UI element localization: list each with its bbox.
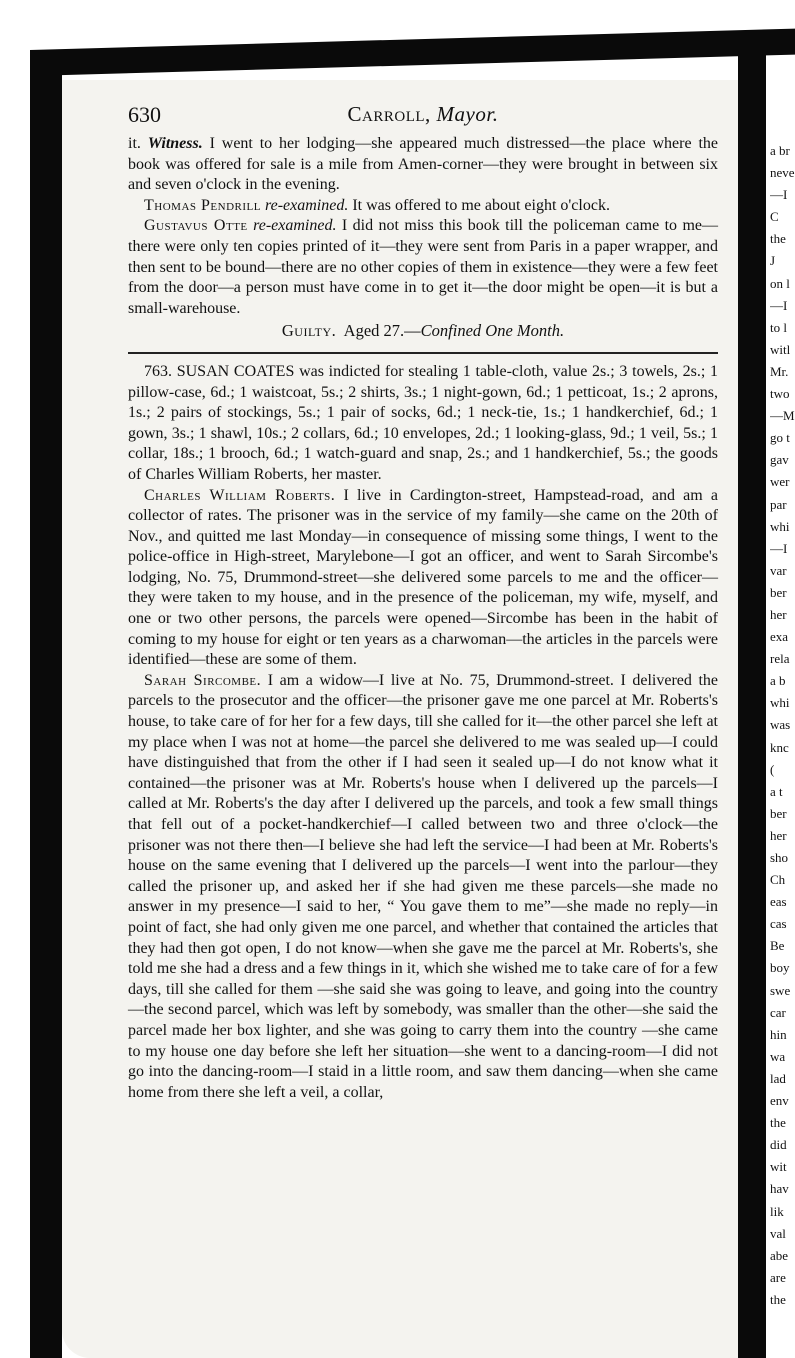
testimony-text: I did not miss this book till the policeman came to me—there were only ten copies printed of it—they were sent from Paris in a paper wrapper, and then sent to be bound—there are no other copies of them in existence—they were a few feet from the door—a person must have come in to get it—the door might be open—it is but a small-warehouse. (128, 217, 719, 317)
facing-page-fragment: wa (770, 1048, 786, 1064)
verdict-age: Aged 27.— (343, 321, 421, 341)
speaker-name: Sarah Sircombe. (144, 671, 262, 689)
facing-page-fragment: two (770, 386, 790, 402)
testimony-text: I am a widow—I live at No. 75, Drummond-street. I delivered the parcels to the prosecutor and the officer—the prisoner gave me one parcel at Mr. Roberts's house, to take care of for her for a few days, till she called for it—the other parcel she left at my place when I was not at home—the parcel she delivered to me was sealed up—I could have distinguished that from the other if I had seen it sealed up—I do not know what it contained—the prisoner was at Mr. Roberts's house when I delivered up the parcels—I called at Mr. Roberts's the day after I delivered up the parcels, and took a few small things that fell out of a pocket-handkerchief—I called between two and three o'clock—the prisoner was not there then—I believe she had left the service—I had been at Mr. Roberts's house on the same evening that I delivered up the parcels—I went into the parlour—they called the prisoner up, and asked her if she had given me these parcels—she made no answer in my presence—I said to her, “ You gave them to me”—she made no reply—in point of fact, she had only given me one parcel, and whether that contained the articles that they had then got open, I do not know—when she gave me the parcel at Mr. Roberts's, she told me she had a dress and a few things in it, which she wished me to take care of for a few days, till she called for them —she said she was going to leave, and going into the country—the second parcel, which was left by somebody, was smaller than the other—she said the parcel made her box lighter, and she was going to carry them into the country —she came to my house one day before she left her situation—she went to a dancing-room—I did not go into the dancing-room—I staid in a little room, and saw them dancing—when she came home from there she left a veil, a collar, (128, 671, 718, 1101)
facing-page-fragment: par (770, 496, 787, 512)
facing-page-fragment: car (770, 1004, 786, 1020)
facing-page-fragment: a br (770, 143, 790, 158)
reexamination-pendrill (128, 196, 718, 217)
facing-page-fragment: lad (770, 1070, 786, 1086)
section-divider (128, 352, 718, 354)
verdict-line (128, 321, 718, 342)
running-title (128, 102, 718, 127)
facing-page-fragment: eas (770, 894, 787, 910)
running-title-office: Mayor. (436, 102, 499, 126)
facing-page-fragment: —I (770, 187, 788, 203)
facing-page-fragment: the (770, 1291, 786, 1307)
facing-page-fragment: go t (770, 430, 790, 446)
indictment-paragraph: 763. SUSAN COATES was indicted for stealing 1 table-cloth, value 2s.; 3 towels, 2s.; 1 pillow-case, 6d.; 1 waistcoat, 5s.; 2 shirts, 3s.; 1 night-gown, 6d.; 1 petticoat, 1s.; 2 aprons, 1s.; 2 pairs of stockings, 5s.; 1 pair of socks, 6d.; 1 neck-tie, 1s.; 1 handkerchief, 6d.; 1 gown, 3s.; 1 shawl, 10s.; 2 collars, 6d.; 10 envelopes, 2d.; 1 looking-glass, 9d.; 1 veil, 5s.; 1 collar, 18s.; 1 brooch, 6d.; 1 watch-guard and snap, 2s.; and 1 handkerchief, 5s.; the goods of Charles William Roberts, her master. (128, 362, 718, 483)
facing-page-fragment: env (770, 1093, 789, 1109)
book-page (62, 80, 738, 1358)
facing-page-fragment: ber (770, 805, 787, 821)
facing-page-fragment: the (770, 231, 786, 247)
verdict-guilty: Guilty. (281, 321, 337, 341)
facing-page-fragment: —I (770, 540, 788, 556)
speaker-role: re-examined. (253, 217, 337, 235)
facing-page-fragment: neve (770, 165, 795, 181)
facing-page-fragments (770, 140, 795, 1311)
facing-page-fragment: are (770, 1269, 786, 1285)
facing-page-fragment: was (770, 717, 791, 733)
running-head (128, 98, 718, 134)
facing-page-fragment: lik (770, 1203, 784, 1219)
reexamination-otte (128, 216, 718, 319)
speaker-name: Gustavus Otte (144, 217, 248, 235)
facing-page-fragment: gav (770, 452, 789, 468)
facing-page-fragment: —I (770, 297, 788, 313)
facing-page-fragment: Mr. (770, 363, 789, 379)
facing-page-fragment: whi (770, 518, 790, 534)
running-title-name: Carroll, (347, 102, 431, 126)
facing-page-fragment: hav (770, 1181, 789, 1197)
lead-word: it. (128, 135, 141, 152)
testimony-text: I live in Cardington-street, Hampstead-road, and am a collector of rates. The prisoner was in the service of my family—she came on the 20th of Nov., and quitted me last Monday—in consequence of missing some things, I went to the police-office in High-street, Marylebone—I got an officer, and went to Sarah Sircombe's lodging, No. 75, Drummond-street—she delivered some parcels to me and the officer—they were taken to my house, and in the presence of the policeman, my wife, myself, and one or two other persons, the parcels were opened—Sircombe has been in the habit of coming to my house for eight or ten years as a charwoman—the articles in the parcels were identified—these are some of them. (128, 486, 718, 669)
facing-page-fragment: cas (770, 916, 787, 932)
facing-page-fragment: on l (770, 275, 790, 291)
witness-text: I went to her lodging—she appeared much distressed—the place where the book was offered for sale is a mile from Amen-corner—they were brought in between six and seven o'clock in the evening. (128, 135, 718, 194)
speaker-role: re-examined. (264, 196, 349, 214)
facing-page-fragment: exa (770, 629, 789, 645)
facing-page-fragment: C (770, 209, 779, 225)
facing-page-fragment: Ch (770, 872, 786, 888)
facing-page-fragment: sho (770, 850, 789, 865)
facing-page-fragment: J (770, 253, 776, 269)
witness-paragraph (128, 134, 718, 196)
facing-page-fragment: a t (770, 783, 783, 799)
page-content (128, 98, 718, 1103)
facing-page-fragment: ( (770, 761, 775, 777)
facing-page-fragment: ber (770, 584, 787, 600)
verdict-sentence: Confined One Month. (420, 321, 565, 341)
book-gutter (738, 40, 766, 1358)
facing-page-fragment: did (770, 1137, 787, 1153)
facing-page-fragment: a b (770, 673, 786, 689)
testimony-roberts (128, 486, 718, 671)
facing-page-fragment: boy (770, 960, 790, 976)
facing-page-fragment: —M (770, 408, 795, 424)
facing-page-fragment: val (770, 1225, 786, 1241)
facing-page-fragment: witl (770, 341, 791, 357)
facing-page-fragment: wit (770, 1159, 787, 1175)
facing-page-fragment: hin (770, 1026, 787, 1042)
testimony-text: It was offered to me about eight o'clock. (352, 196, 610, 214)
facing-page-fragment: to l (770, 319, 787, 335)
facing-page-fragment: whi (770, 695, 790, 711)
scan-border-left (30, 70, 62, 1358)
facing-page-fragment: rela (770, 651, 790, 667)
facing-page-fragment: her (770, 606, 787, 622)
facing-page-fragment: knc (770, 739, 789, 755)
facing-page-fragment: swe (770, 982, 791, 998)
page-number: 630 (128, 102, 161, 127)
speaker-name: Thomas Pendrill (144, 196, 261, 214)
facing-page-fragment: the (770, 1115, 786, 1131)
facing-page-fragment: wer (770, 474, 790, 490)
facing-page-fragment: Be (770, 938, 785, 954)
facing-page-fragment: abe (770, 1247, 789, 1263)
testimony-sircombe (128, 671, 718, 1103)
speaker-name: Charles William Roberts. (144, 486, 336, 504)
facing-page-fragment: her (770, 827, 787, 843)
witness-label: Witness. (147, 135, 203, 152)
facing-page-fragment: var (770, 562, 787, 578)
